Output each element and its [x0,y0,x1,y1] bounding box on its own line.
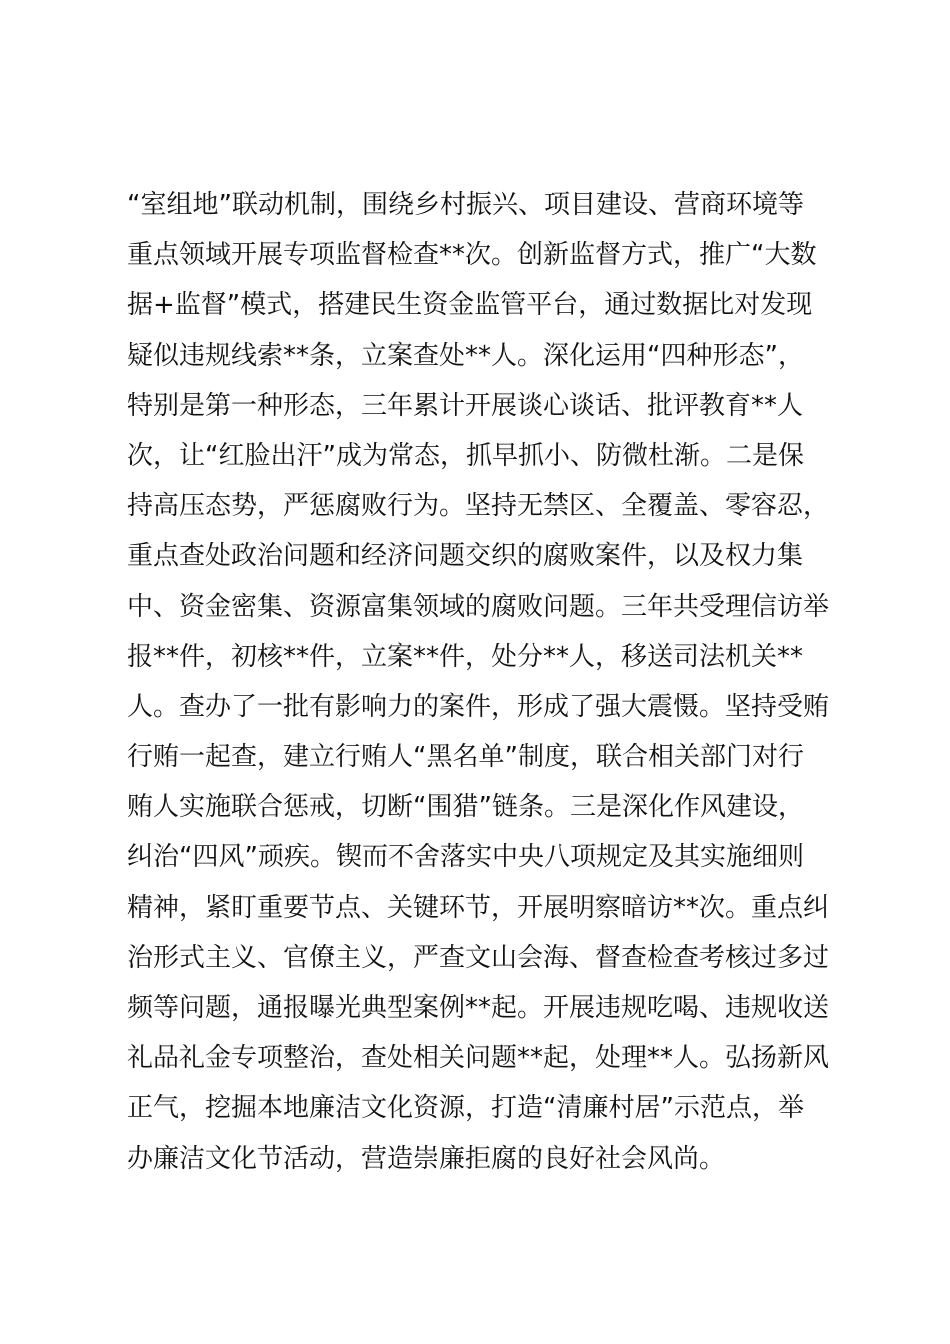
paragraph-line: 频等问题，通报曝光典型案例**起。开展违规吃喝、违规收送 [127,993,830,1023]
paragraph-line: 治形式主义、官僚主义，严查文山会海、督查检查考核过多过 [127,942,830,973]
paragraph-line: 行贿一起查，建立行贿人“黑名单”制度，联合相关部门对行 [127,742,804,773]
paragraph-line: 据+监督”模式，搭建民生资金监管平台，通过数据比对发现 [127,290,813,321]
paragraph-line: 中、资金密集、资源富集领域的腐败问题。三年共受理信访举 [127,591,830,622]
paragraph-line: 重点领域开展专项监督检查**次。创新监督方式，推广“大数 [127,240,817,271]
paragraph-line: 礼品礼金专项整治，查处相关问题**起，处理**人。弘扬新风 [127,1043,830,1074]
paragraph-line: “室组地”联动机制，围绕乡村振兴、项目建设、营商环境等 [127,190,804,220]
paragraph-line: 疑似违规线索**条，立案查处**人。深化运用“四种形态”， [127,340,804,371]
paragraph-line: 重点查处政治问题和经济问题交织的腐败案件，以及权力集 [127,541,804,572]
paragraph-line: 人。查办了一批有影响力的案件，形成了强大震慑。坚持受贿 [127,691,830,722]
paragraph-line: 精神，紧盯重要节点、关键环节，开展明察暗访**次。重点纠 [127,892,830,923]
paragraph-line: 报**件，初核**件，立案**件，处分**人，移送司法机关** [127,641,804,672]
paragraph-line: 办廉洁文化节活动，营造崇廉拒腐的良好社会风尚。 [127,1143,726,1174]
paragraph-line: 贿人实施联合惩戒，切断“围猎”链条。三是深化作风建设， [127,792,804,823]
paragraph-line: 持高压态势，严惩腐败行为。坚持无禁区、全覆盖、零容忍， [127,491,830,522]
body-paragraph [127,180,837,1184]
paragraph-line: 正气，挖掘本地廉洁文化资源，打造“清廉村居”示范点，举 [127,1093,804,1124]
paragraph-line: 纠治“四风”顽疾。锲而不舍落实中央八项规定及其实施细则 [127,842,804,873]
paragraph-line: 次，让“红脸出汗”成为常态，抓早抓小、防微杜渐。二是保 [127,440,804,471]
paragraph-line: 特别是第一种形态，三年累计开展谈心谈话、批评教育**人 [127,390,804,421]
